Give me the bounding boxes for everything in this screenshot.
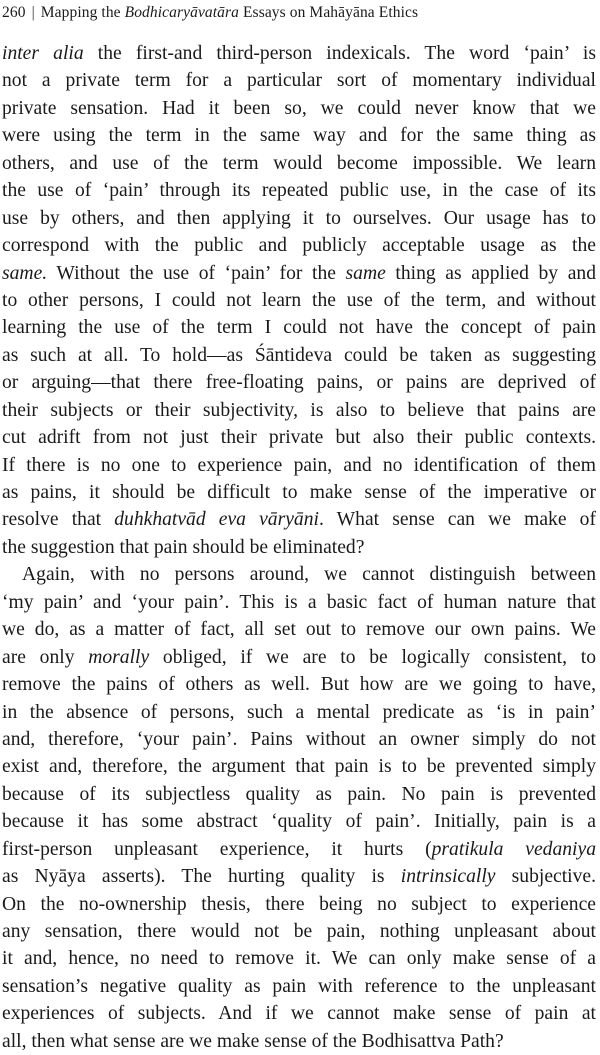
text-run: as Nyāya asserts). The hurting quality is	[2, 866, 401, 888]
text-run: others, and use of the term would become impossible. We learn	[2, 152, 596, 174]
text-run: obliged, if we are to be logically consistent, to	[149, 646, 596, 668]
text-run: were using the term in the same way and for the same thing as	[2, 125, 596, 147]
italic-text-run: inter alia	[2, 43, 84, 64]
text-run: and, therefore, ‘your pain’. Pains without an owner simply do not	[2, 728, 596, 750]
text-line	[2, 534, 596, 561]
text-run: their subjects or their subjectivity, is also to believe that pains are	[2, 399, 596, 421]
text-line	[2, 287, 596, 314]
text-run: If there is no one to experience pain, and no identification of them	[2, 454, 596, 476]
text-run: because of its subjectless quality as pain. No pain is prevented	[2, 783, 596, 805]
page-body-text	[2, 40, 596, 1055]
text-line	[2, 95, 596, 122]
text-run: the use of ‘pain’ through its repeated public use, in the case of its	[2, 180, 596, 202]
text-run: to other persons, I could not learn the use of the term, and without	[2, 289, 596, 311]
text-line	[2, 397, 596, 424]
running-header	[2, 3, 592, 23]
text-run: Without the use of ‘pain’ for the	[47, 262, 346, 284]
text-run: ‘my pain’ and ‘your pain’. This is a basic fact of human nature that	[2, 591, 596, 613]
text-run: are only	[2, 646, 89, 668]
text-run: not a private term for a particular sort of momentary individual	[2, 70, 596, 92]
text-run: as such at all. To hold—as Śāntideva could be taken as suggesting	[2, 344, 596, 366]
italic-text-run: morally	[88, 646, 150, 668]
text-line	[2, 232, 596, 259]
text-line	[2, 973, 596, 1000]
text-line	[2, 891, 596, 918]
text-run: the first-and third-person indexicals. The word ‘pain’ is	[83, 43, 596, 64]
page-number: 260	[2, 4, 26, 21]
text-line	[2, 726, 596, 753]
text-line	[2, 863, 596, 890]
text-line	[2, 589, 596, 616]
text-line	[2, 479, 596, 506]
text-run: exist and, therefore, the argument that pain is to be prevented simply	[2, 756, 596, 778]
text-run: resolve that	[2, 509, 115, 531]
text-run: thing as applied by and	[385, 262, 596, 284]
text-run: private sensation. Had it been so, we could never know that we	[2, 97, 596, 119]
text-line	[2, 150, 596, 177]
text-line	[2, 260, 596, 287]
italic-text-run: duhkhatvād eva vāryāni	[114, 509, 319, 531]
text-line	[2, 314, 596, 341]
text-line	[2, 644, 596, 671]
italic-text-run: same	[345, 262, 386, 284]
header-title-start: Mapping the	[40, 4, 125, 21]
text-run: because it has some abstract ‘quality of pain’. Initially, pain is a	[2, 811, 596, 833]
text-run: learning the use of the term I could not have the concept of pain	[2, 317, 596, 339]
text-run: all, then what sense are we make sense of the Bodhisattva Path?	[2, 1030, 504, 1052]
text-line	[2, 808, 596, 835]
text-line	[2, 836, 596, 863]
text-run: any sensation, there would not be pain, nothing unpleasant about	[2, 921, 596, 942]
text-run: correspond with the public and publicly acceptable usage as the	[2, 235, 596, 257]
text-line	[2, 122, 596, 149]
text-line	[2, 369, 596, 396]
text-run: experiences of subjects. And if we cannot make sense of pain at	[2, 1003, 596, 1025]
text-run: cut adrift from not just their private but also their public contexts.	[2, 427, 596, 449]
italic-text-run: pratikula vedaniya	[431, 838, 596, 860]
text-run: or arguing—that there free-floating pains, or pains are deprived of	[2, 372, 596, 394]
text-run: it and, hence, no need to remove it. We can only make sense of a	[2, 948, 596, 970]
text-run: remove the pains of others as well. But how are we going to have,	[2, 674, 596, 696]
text-line	[2, 506, 596, 533]
text-run: Again, with no persons around, we cannot distinguish between	[22, 564, 596, 586]
text-run: we do, as a matter of fact, all set out to remove our own pains. We	[2, 619, 596, 641]
text-line	[2, 40, 596, 67]
text-line	[2, 452, 596, 479]
text-run: subjective.	[495, 866, 596, 888]
text-line	[2, 918, 596, 945]
text-run: . What sense can we make of	[318, 509, 596, 531]
italic-text-run: same.	[2, 262, 48, 284]
text-line	[2, 177, 596, 204]
header-title-end: Essays on Mahāyāna Ethics	[239, 4, 419, 21]
text-line	[2, 67, 596, 94]
text-run: in the absence of persons, such a mental predicate as ‘is in pain’	[2, 701, 596, 723]
text-run: first-person unpleasant experience, it hurts (	[2, 838, 432, 860]
text-line	[2, 424, 596, 451]
text-run: the suggestion that pain should be eliminated?	[2, 536, 365, 558]
text-run: as pains, it should be difficult to make sense of the imperative or	[2, 482, 596, 503]
text-line	[2, 616, 596, 643]
text-run: On the no-ownership thesis, there being no subject to experience	[2, 893, 596, 915]
text-line	[2, 1000, 596, 1027]
text-line	[2, 781, 596, 808]
text-run: sensation’s negative quality as pain with reference to the unpleasant	[2, 975, 596, 997]
text-run: use by others, and then applying it to ourselves. Our usage has to	[2, 207, 596, 229]
header-separator: |	[31, 4, 35, 21]
italic-text-run: intrinsically	[400, 866, 496, 888]
header-title-italic: Bodhicaryāvatāra	[124, 4, 240, 21]
text-line	[2, 699, 596, 726]
text-line	[2, 205, 596, 232]
text-line	[2, 753, 596, 780]
text-line	[2, 342, 596, 369]
text-line	[2, 945, 596, 972]
text-line	[2, 671, 596, 698]
text-line	[2, 561, 596, 588]
text-line	[2, 1028, 596, 1055]
